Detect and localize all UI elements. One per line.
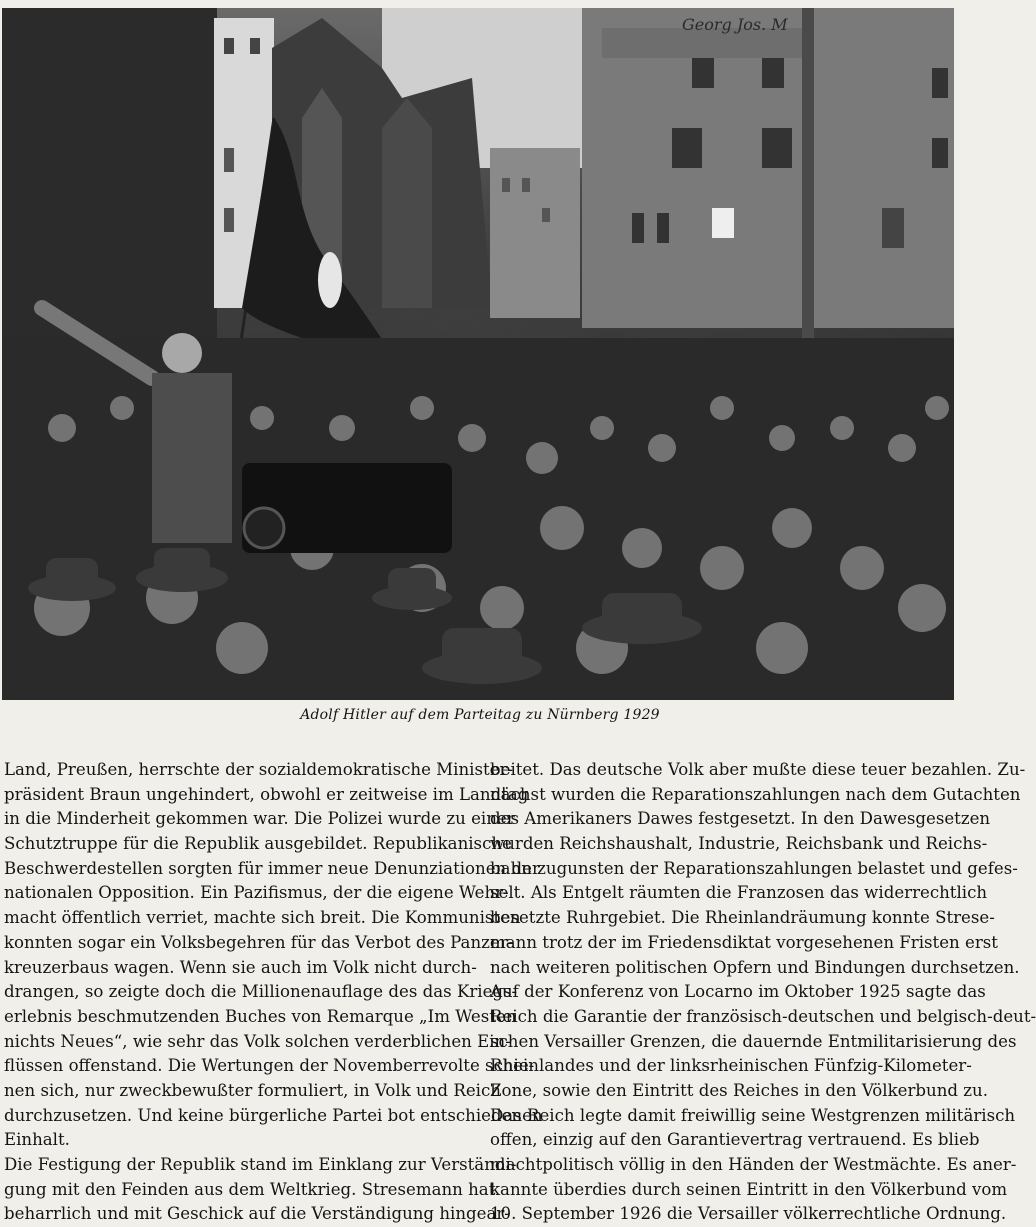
text-line: des Amerikaners Dawes festgesetzt. In den Dawesgesetzen — [490, 809, 991, 829]
photo-scene — [2, 8, 954, 700]
text-line: Rheinlandes und der linksrheinischen Fünfzig-Kilometer- — [490, 1056, 972, 1076]
text-line: Reich die Garantie der französisch-deutschen und belgisch-deut- — [490, 1006, 1036, 1026]
text-line: flüssen offenstand. Die Wertungen der Novemberrevolte schie- — [4, 1056, 535, 1076]
figure-body — [152, 373, 232, 543]
text-line: Das Reich legte damit freiwillig seine Westgrenzen militärisch — [490, 1105, 1016, 1125]
distant-building — [490, 148, 580, 318]
photo-caption: Adolf Hitler auf dem Parteitag zu Nürnberg 1929 — [300, 707, 660, 723]
text-line: nach weiteren politischen Opfern und Bindungen durchsetzen. — [490, 957, 1020, 977]
text-line: 10. September 1926 die Versailler völkerrechtliche Ordnung. — [490, 1204, 1007, 1224]
text-line: selt. Als Entgelt räumten die Franzosen das widerrechtlich — [490, 883, 988, 903]
text-line: beitet. Das deutsche Volk aber mußte diese teuer bezahlen. Zu- — [490, 760, 1026, 779]
text-line: wurden Reichshaushalt, Industrie, Reichsbank und Reichs- — [490, 834, 988, 854]
text-line: kannte überdies durch seinen Eintritt in den Völkerbund vom — [490, 1179, 1008, 1199]
pole — [802, 8, 814, 378]
text-line: nichts Neues“, wie sehr das Volk solchen verderblichen Ein- — [4, 1031, 511, 1051]
text-line: in die Minderheit gekommen war. Die Polizei wurde zu einer — [4, 809, 515, 829]
building-left — [2, 8, 217, 338]
text-line: beharrlich und mit Geschick auf die Verständigung hingear- — [4, 1204, 510, 1224]
text-line: durchzusetzen. Und keine bürgerliche Partei bot entschiedenen — [4, 1105, 543, 1125]
text-line: nächst wurden die Reparationszahlungen nach dem Gutachten — [490, 784, 1021, 804]
text-column-right — [490, 758, 1036, 1227]
text-line: Einhalt. — [4, 1130, 70, 1150]
text-line: machtpolitisch völlig in den Händen der Westmächte. Es aner- — [490, 1155, 1017, 1174]
figure-head — [162, 333, 202, 373]
text-line: besetzte Ruhrgebiet. Die Rheinlandräumung konnte Strese- — [490, 908, 995, 928]
building-sign: Georg Jos. M — [682, 15, 788, 34]
text-line: gung mit den Feinden aus dem Weltkrieg. Stresemann hat — [4, 1179, 496, 1199]
text-line: schen Versailler Grenzen, die dauernde Entmilitarisierung des — [490, 1031, 1017, 1051]
text-line: macht öffentlich verriet, machte sich breit. Die Kommunisten — [4, 908, 521, 928]
text-line: bahn zugunsten der Reparationszahlungen belastet und gefes- — [490, 858, 1018, 878]
text-column-left — [4, 758, 543, 1227]
text-line: Schutztruppe für die Republik ausgebildet. Republikanische — [4, 834, 512, 854]
photograph-rally — [2, 8, 954, 700]
text-line: erlebnis beschmutzenden Buches von Remarque „Im Westen — [4, 1006, 517, 1026]
text-line: präsident Braun ungehindert, obwohl er zeitweise im Landtag — [4, 784, 529, 804]
text-line: nationalen Opposition. Ein Pazifismus, der die eigene Wehr- — [4, 883, 509, 903]
text-line: offen, einzig auf den Garantievertrag vertrauend. Es blieb — [490, 1130, 980, 1150]
text-line: nen sich, nur zweckbewußter formuliert, in Volk und Reich — [4, 1080, 501, 1100]
text-line: konnten sogar ein Volksbegehren für das Verbot des Panzer- — [4, 932, 514, 952]
text-line: Land, Preußen, herrschte der sozialdemokratische Minister- — [4, 760, 514, 779]
text-line: drangen, so zeigte doch die Millionenauflage des das Kriegs- — [4, 982, 518, 1002]
text-line: Beschwerdestellen sorgten für immer neue Denunziationen der — [4, 858, 540, 878]
text-line: Auf der Konferenz von Locarno im Oktober 1925 sagte das — [490, 982, 986, 1002]
text-line: Die Festigung der Republik stand im Einklang zur Verständi- — [4, 1155, 517, 1174]
text-line: mann trotz der im Friedensdiktat vorgesehenen Fristen erst — [490, 932, 998, 952]
text-line: kreuzerbaus wagen. Wenn sie auch im Volk nicht durch- — [4, 957, 477, 977]
text-line: Zone, sowie den Eintritt des Reiches in den Völkerbund zu. — [490, 1080, 988, 1100]
